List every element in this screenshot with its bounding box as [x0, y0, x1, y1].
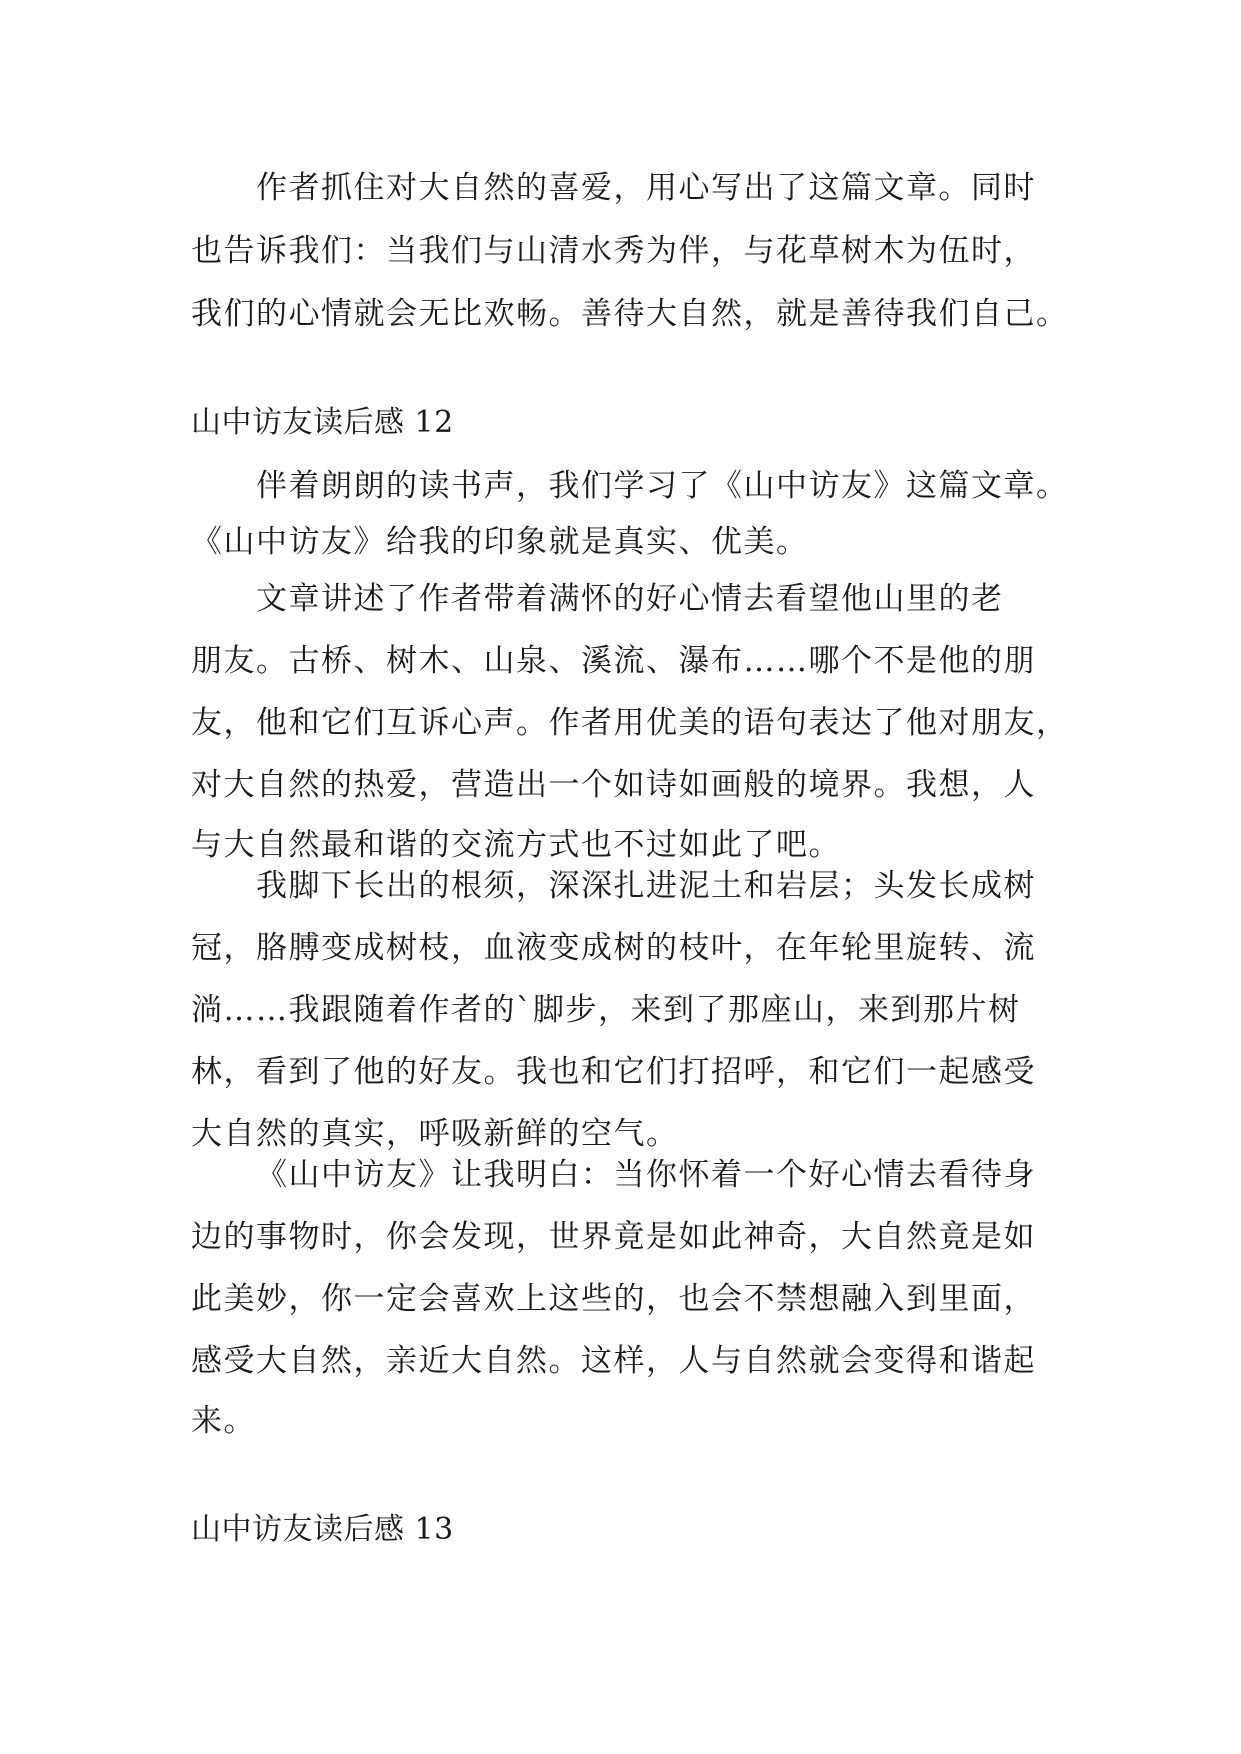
- paragraph-line: 来。: [191, 1403, 256, 1439]
- paragraph-line: 对大自然的热爱，营造出一个如诗如画般的境界。我想，人: [191, 767, 1036, 803]
- paragraph-line: 边的事物时，你会发现，世界竟是如此神奇，大自然竟是如: [191, 1219, 1036, 1255]
- paragraph-line: 我脚下长出的根须，深深扎进泥土和岩层；头发长成树: [256, 868, 1036, 904]
- section-heading: 山中访友读后感 12: [191, 405, 454, 440]
- paragraph-line: 林，看到了他的好友。我也和它们打招呼，和它们一起感受: [191, 1054, 1036, 1090]
- paragraph-line: 大自然的真实，呼吸新鲜的空气。: [191, 1116, 679, 1152]
- paragraph-line: 与大自然最和谐的交流方式也不过如此了吧。: [191, 827, 841, 863]
- paragraph-line: 朋友。古桥、树木、山泉、溪流、瀑布……哪个不是他的朋: [191, 643, 1036, 679]
- paragraph-line: 《山中访友》给我的印象就是真实、优美。: [191, 524, 809, 560]
- paragraph-line: 文章讲述了作者带着满怀的好心情去看望他山里的老: [256, 581, 1004, 617]
- paragraph-line: 淌……我跟随着作者的`脚步，来到了那座山，来到那片树: [191, 992, 1021, 1028]
- paragraph-line: 伴着朗朗的读书声，我们学习了《山中访友》这篇文章。: [256, 468, 1069, 504]
- paragraph-line: 也告诉我们：当我们与山清水秀为伴，与花草树木为伍时，: [191, 233, 1036, 269]
- paragraph-line: 感受大自然，亲近大自然。这样，人与自然就会变得和谐起: [191, 1343, 1036, 1379]
- paragraph-line: 友，他和它们互诉心声。作者用优美的语句表达了他对朋友，: [191, 705, 1069, 741]
- paragraph-line: 冠，胳膊变成树枝，血液变成树的枝叶，在年轮里旋转、流: [191, 930, 1036, 966]
- paragraph-line: 作者抓住对大自然的喜爱，用心写出了这篇文章。同时: [256, 170, 1036, 206]
- paragraph-line: 我们的心情就会无比欢畅。善待大自然，就是善待我们自己。: [191, 296, 1069, 332]
- paragraph-line: 《山中访友》让我明白：当你怀着一个好心情去看待身: [256, 1157, 1036, 1193]
- paragraph-line: 此美妙，你一定会喜欢上这些的，也会不禁想融入到里面，: [191, 1281, 1036, 1317]
- section-heading: 山中访友读后感 13: [191, 1512, 454, 1547]
